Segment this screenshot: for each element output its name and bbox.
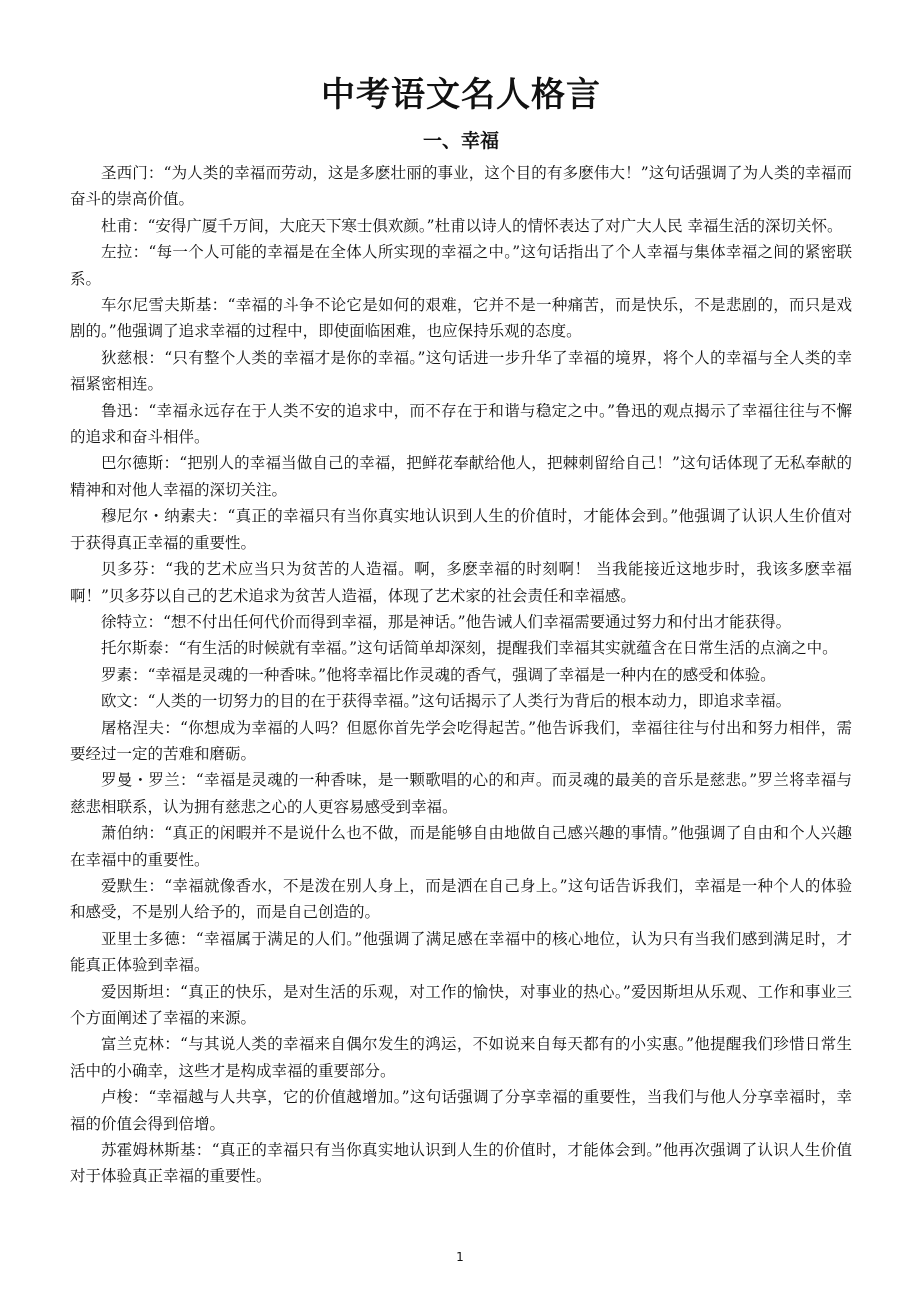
quote-paragraph: 狄慈根：“只有整个人类的幸福才是你的幸福。”这句话进一步升华了幸福的境界，将个人的幸福与全人类的幸福紧密相连。 [70, 348, 852, 394]
quote-paragraph: 富兰克林：“与其说人类的幸福来自偶尔发生的鸿运，不如说来自每天都有的小实惠。”他提醒我们珍惜日常生活中的小确幸，这些才是构成幸福的重要部分。 [70, 1035, 852, 1080]
quote-paragraph: 罗素：“幸福是灵魂的一种香味。”他将幸福比作灵魂的香气，强调了幸福是一种内在的感受和体验。 [101, 665, 776, 684]
quote-paragraph: 圣西门：“为人类的幸福而劳动，这是多麽壮丽的事业，这个目的有多麽伟大！”这句话强调了为人类的幸福而奋斗的崇高价值。 [70, 164, 852, 209]
page-number: 1 [456, 1250, 464, 1264]
quote-paragraph: 罗曼・罗兰：“幸福是灵魂的一种香味，是一颗歌唱的心的和声。而灵魂的最美的音乐是慈悲。”罗兰将幸福与慈悲相联系，认为拥有慈悲之心的人更容易感受到幸福。 [70, 771, 852, 816]
quote-paragraph: 左拉：“每一个人可能的幸福是在全体人所实现的幸福之中。”这句话指出了个人幸福与集体幸福之间的紧密联系。 [70, 243, 852, 288]
quote-paragraph: 爱默生：“幸福就像香水，不是泼在别人身上，而是洒在自己身上。”这句话告诉我们，幸福是一种个人的体验和感受，不是别人给予的，而是自己创造的。 [70, 876, 852, 922]
section-heading: 一、幸福 [422, 130, 499, 152]
quote-paragraph: 萧伯纳：“真正的闲暇并不是说什么也不做，而是能够自由地做自己感兴趣的事情。”他强调了自由和个人兴趣在幸福中的重要性。 [70, 824, 852, 869]
quote-paragraph: 屠格涅夫：“你想成为幸福的人吗？但愿你首先学会吃得起苦。”他告诉我们，幸福往往与付出和努力相伴，需要经过一定的苦难和磨砺。 [70, 718, 852, 763]
quote-paragraph: 苏霍姆林斯基：“真正的幸福只有当你真实地认识到人生的价值时，才能体会到。”他再次强调了认识人生价值对于体验真正幸福的重要性。 [70, 1141, 852, 1186]
quote-paragraph: 车尔尼雪夫斯基：“幸福的斗争不论它是如何的艰难，它并不是一种痛苦，而是快乐，不是悲剧的，而只是戏剧的。”他强调了追求幸福的过程中，即使面临困难，也应保持乐观的态度。 [70, 296, 852, 341]
quote-paragraph: 鲁迅：“幸福永远存在于人类不安的追求中，而不存在于和谐与稳定之中。”鲁迅的观点揭示了幸福往往与不懈的追求和奋斗相伴。 [70, 401, 852, 447]
quote-paragraph: 卢梭：“幸福越与人共享，它的价值越增加。”这句话强调了分享幸福的重要性，当我们与他人分享幸福时，幸福的价值会得到倍增。 [70, 1088, 852, 1133]
quote-list [70, 160, 852, 1190]
quote-paragraph: 爱因斯坦：“真正的快乐，是对生活的乐观，对工作的愉快，对事业的热心。”爱因斯坦从乐观、工作和事业三个方面阐述了幸福的来源。 [70, 982, 852, 1027]
quote-paragraph: 徐特立：“想不付出任何代价而得到幸福，那是神话。”他告诫人们幸福需要通过努力和付出才能获得。 [101, 612, 792, 631]
quote-paragraph: 欧文：“人类的一切努力的目的在于获得幸福。”这句话揭示了人类行为背后的根本动力，即追求幸福。 [101, 692, 792, 711]
quote-paragraph: 巴尔德斯：“把别人的幸福当做自己的幸福，把鲜花奉献给他人，把棘刺留给自己！”这句话体现了无私奉献的精神和对他人幸福的深切关注。 [70, 454, 852, 499]
quote-paragraph: 托尔斯泰：“有生活的时候就有幸福。”这句话简单却深刻，提醒我们幸福其实就蕴含在日常生活的点滴之中。 [101, 639, 838, 658]
quote-paragraph: 穆尼尔・纳素夫：“真正的幸福只有当你真实地认识到人生的价值时，才能体会到。”他强调了认识人生价值对于获得真正幸福的重要性。 [70, 507, 852, 552]
quote-paragraph: 杜甫：“安得广厦千万间，大庇天下寒士俱欢颜。”杜甫以诗人的情怀表达了对广大人民 幸福生活的深切关怀。 [101, 216, 843, 235]
document-page [70, 72, 852, 1190]
document-title: 中考语文名人格言 [321, 75, 601, 115]
quote-paragraph: 亚里士多德：“幸福属于满足的人们。”他强调了满足感在幸福中的核心地位，认为只有当我们感到满足时，才能真正体验到幸福。 [70, 929, 852, 975]
quote-paragraph: 贝多芬：“我的艺术应当只为贫苦的人造福。啊，多麽幸福的时刻啊！ 当我能接近这地步时，我该多麽幸福啊！”贝多芬以自己的艺术追求为贫苦人造福，体现了艺术家的社会责任和幸福感。 [70, 560, 852, 605]
